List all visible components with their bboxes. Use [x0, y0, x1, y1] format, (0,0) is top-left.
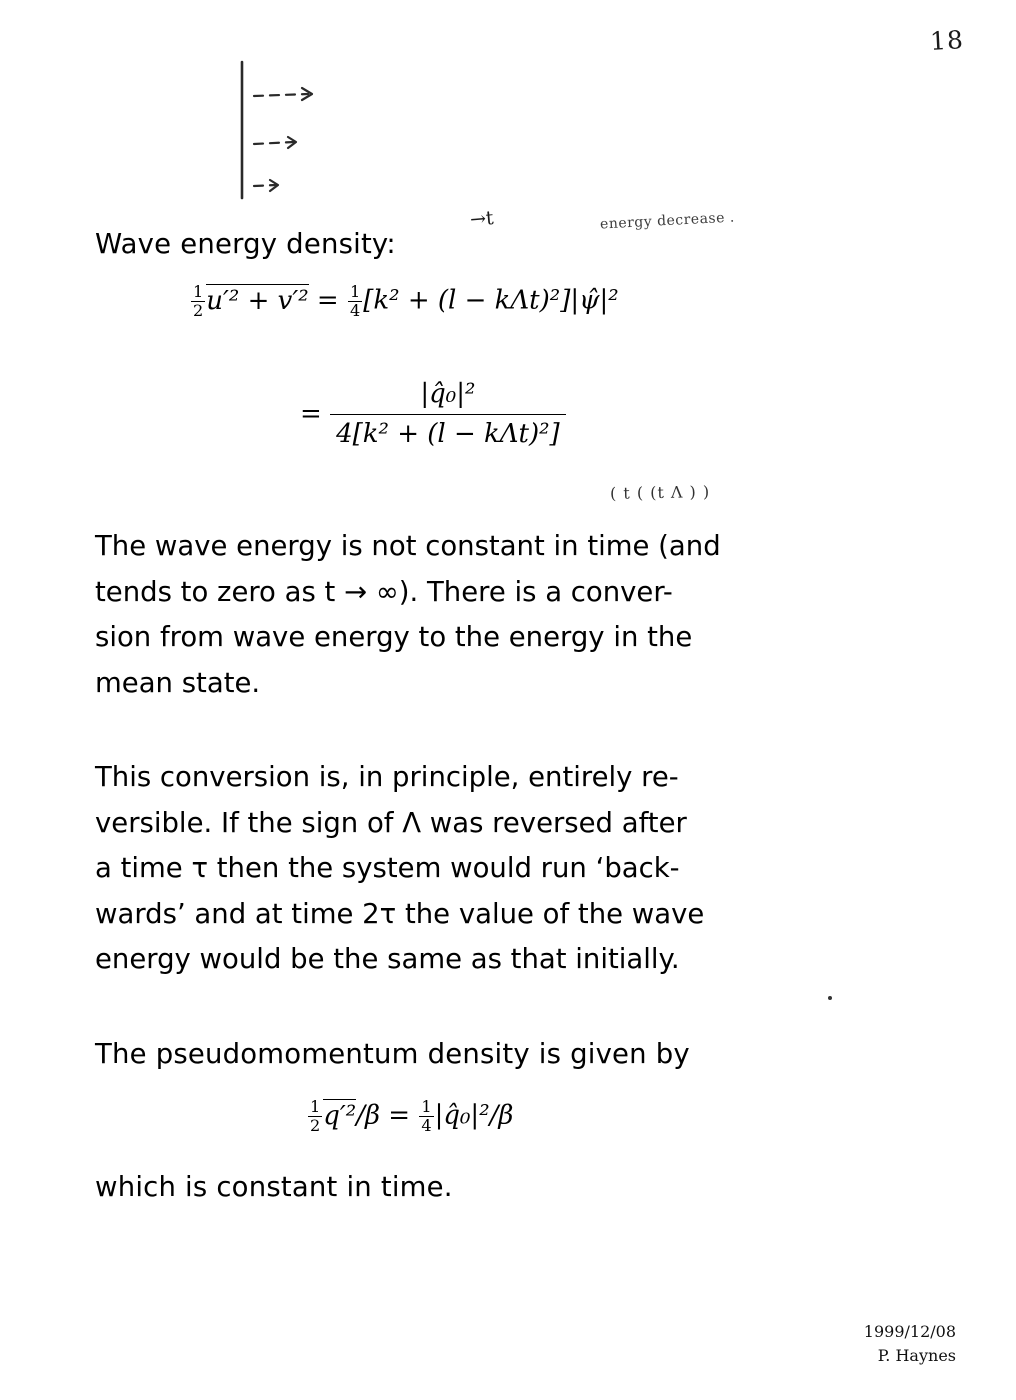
- lhs-divide-beta: /β: [356, 1100, 381, 1131]
- paragraph-line: wards’ and at time 2τ the value of the wave: [95, 897, 705, 930]
- heading-wave-energy-density: Wave energy density:: [95, 228, 396, 260]
- paragraph-pseudomomentum-intro: The pseudomomentum density is given by: [95, 1038, 690, 1070]
- equation-rhs-body: [k² + (l − kΛt)²]|ψ̂|²: [363, 285, 619, 316]
- handwritten-sketch-icon: [228, 58, 348, 203]
- paragraph-conversion-reversible: [95, 755, 852, 983]
- fraction-one-quarter: $\frac{1}{4}$: [421, 1097, 432, 1136]
- paragraph-line: versible. If the sign of Λ was reversed after: [95, 806, 687, 839]
- equals-sign: =: [316, 285, 339, 316]
- footer-date: 1999/12/08: [863, 1322, 956, 1341]
- page-number: 18: [929, 25, 965, 56]
- rhs-q0-beta: |q̂₀|²/β: [434, 1100, 514, 1131]
- fraction-one-half: $\frac{1}{2}$: [193, 282, 204, 321]
- paragraph-line: mean state.: [95, 666, 261, 699]
- annotation-energy-decrease: energy decrease .: [599, 209, 736, 233]
- annotation-arrow-t: →t: [469, 207, 495, 231]
- equals-sign: =: [300, 398, 322, 429]
- paragraph-line: tends to zero as t → ∞). There is a conver-: [95, 575, 673, 608]
- footer: [864, 1320, 956, 1368]
- paragraph-line: The wave energy is not constant in time (and: [95, 530, 721, 562]
- paragraph-line: energy would be the same as that initially.: [95, 943, 680, 975]
- overline-q-prime-squared: q′²: [323, 1100, 357, 1131]
- footer-author: P. Haynes: [877, 1346, 956, 1365]
- paragraph-line: This conversion is, in principle, entirely re-: [95, 761, 679, 793]
- equation-pseudomomentum-density: [307, 1098, 513, 1135]
- paragraph-constant-in-time: which is constant in time.: [95, 1171, 453, 1203]
- ink-speck: [828, 996, 832, 1000]
- annotation-paren-note: ( t ( (t Λ ) ): [609, 482, 711, 503]
- equation-wave-energy-density: [190, 283, 619, 320]
- equation-wave-energy-fraction: [300, 378, 566, 452]
- fraction-q0-over-bracket: $\frac{\text{|q̂₀|²}}{\text{4[k² + (l − kΛt)²]}}$: [330, 378, 566, 452]
- paragraph-line: a time τ then the system would run ‘back-: [95, 852, 680, 884]
- fraction-one-quarter: $\frac{1}{4}$: [349, 282, 361, 321]
- paragraph-wave-energy-not-constant: [95, 524, 852, 706]
- equals-sign: =: [388, 1100, 411, 1131]
- overline-velocity-squares: u′² + v′²: [206, 285, 309, 316]
- fraction-one-half: $\frac{1}{2}$: [310, 1097, 321, 1136]
- paragraph-line: sion from wave energy to the energy in the: [95, 621, 693, 653]
